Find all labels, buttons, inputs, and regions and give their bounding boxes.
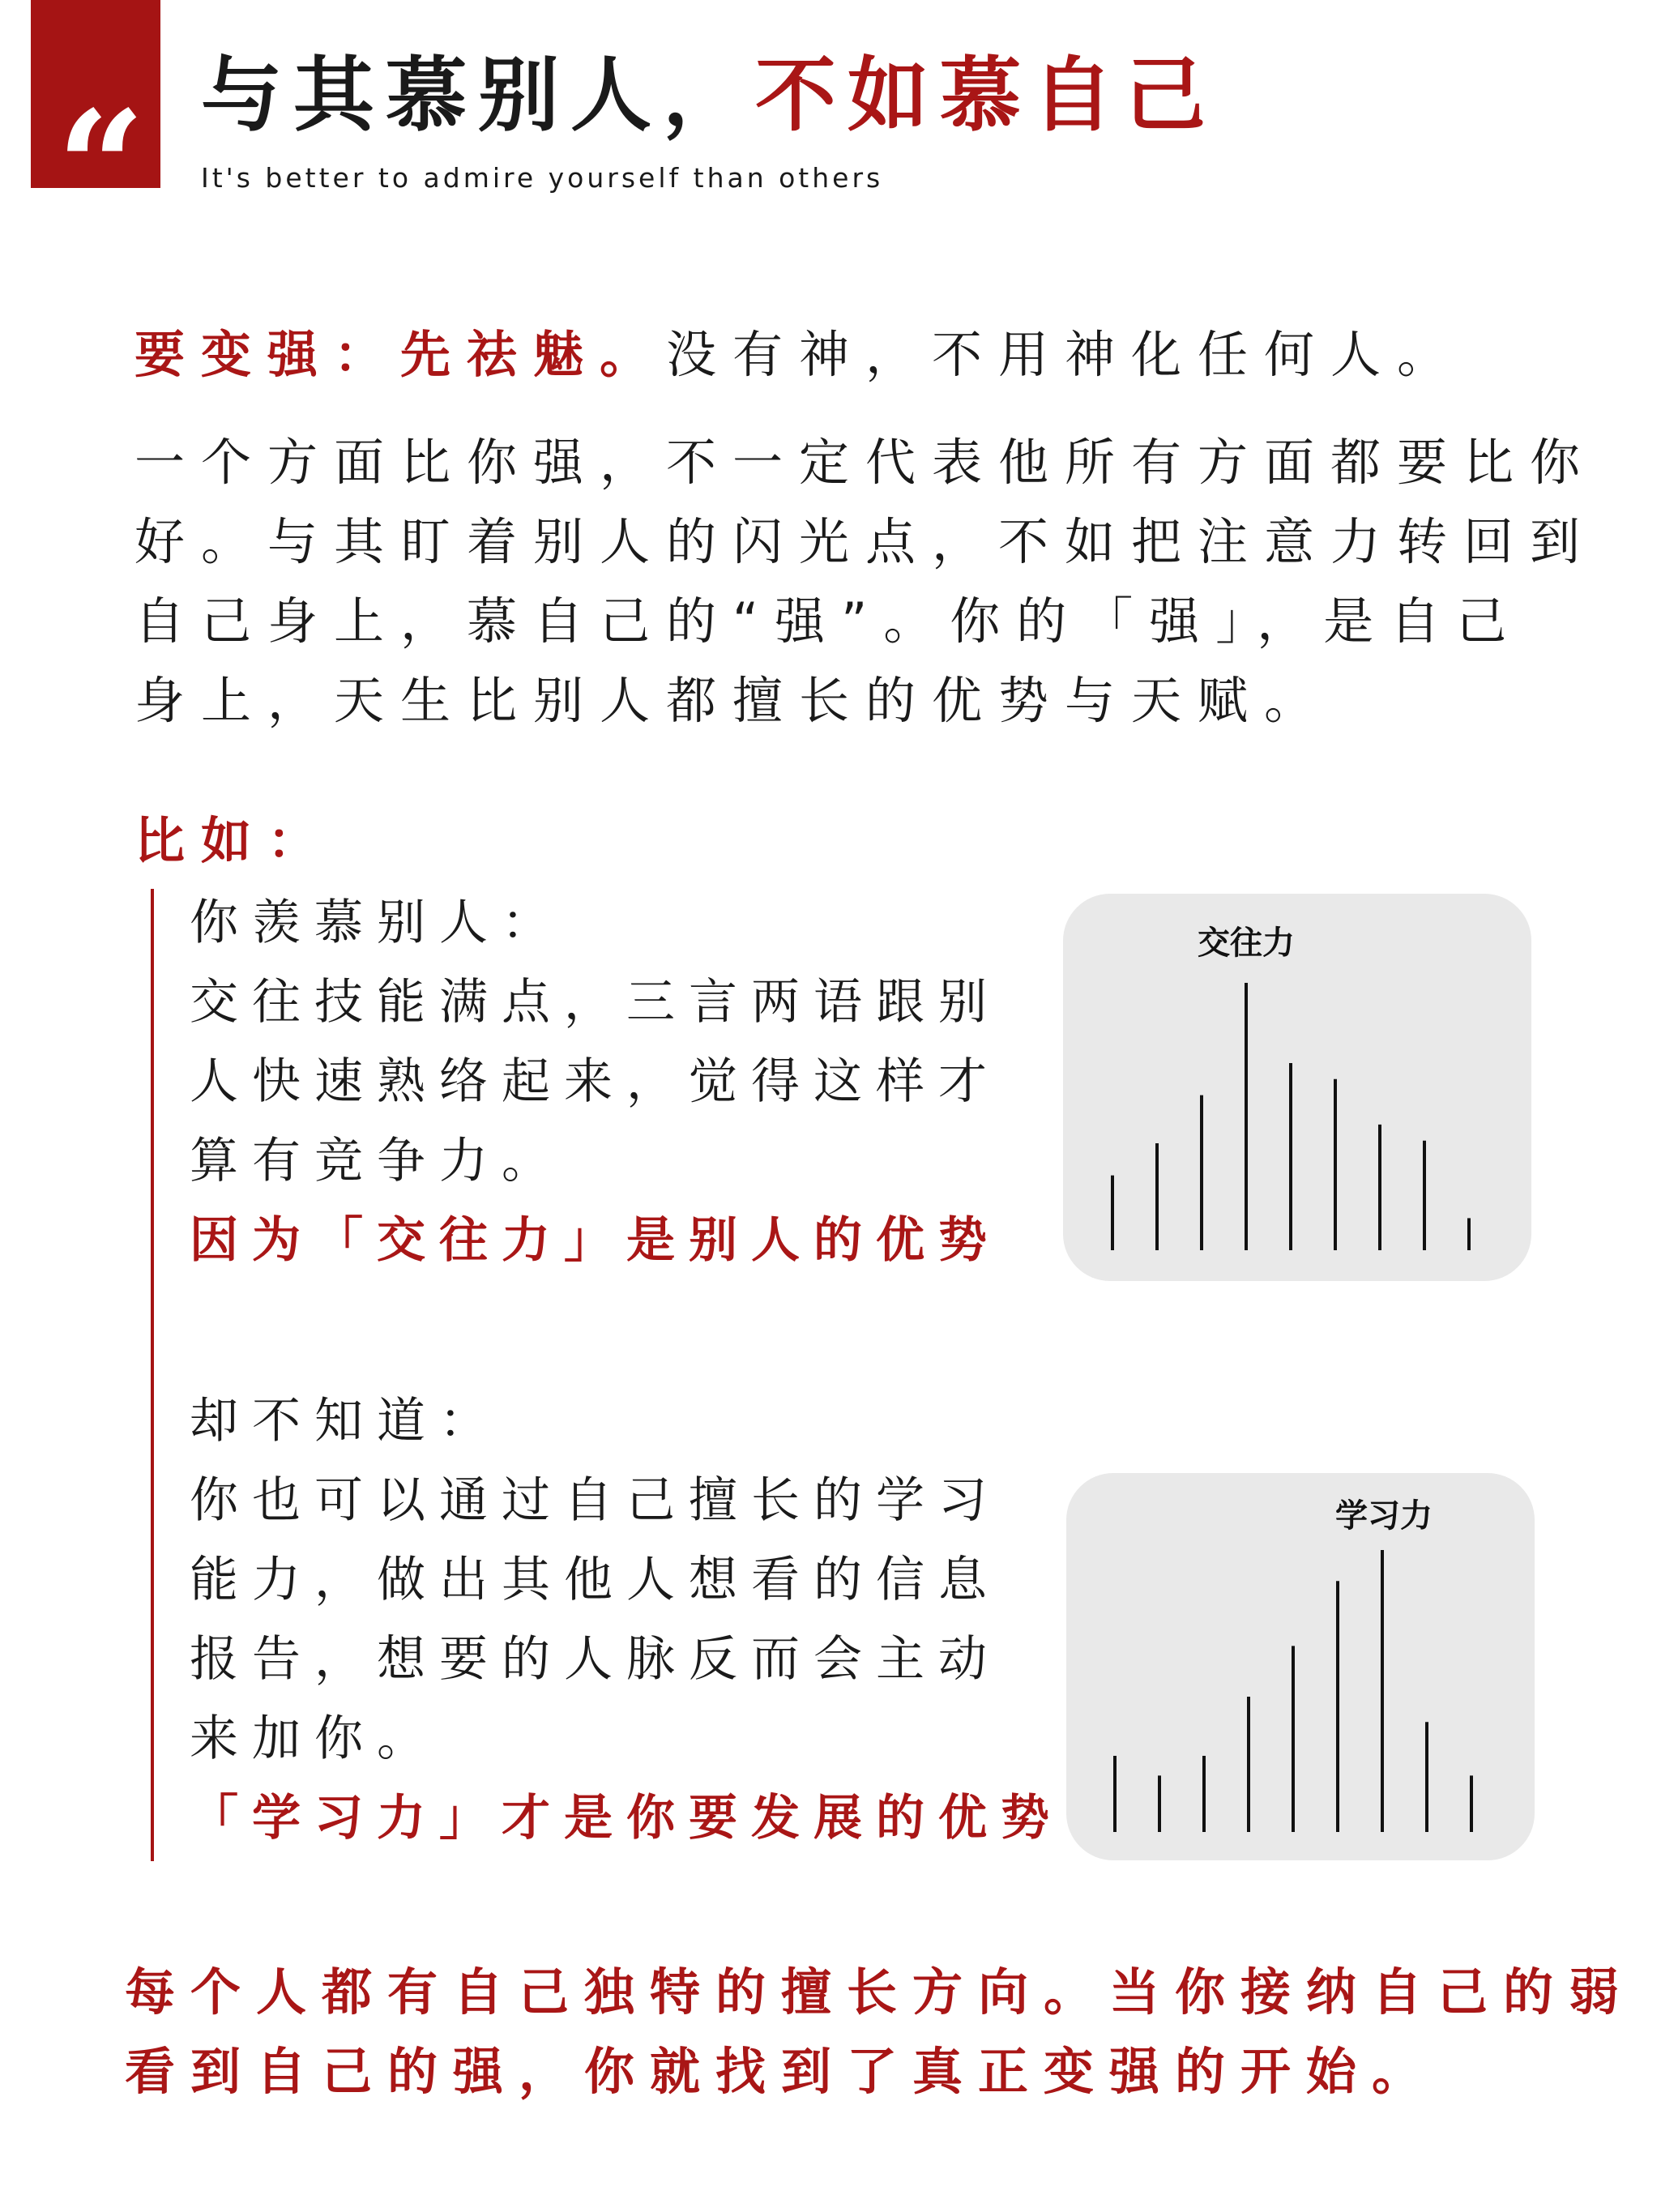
example-highlight: 因为「交往力」是别人的优势 xyxy=(190,1212,1001,1269)
title-part-2: 不如慕自己 xyxy=(755,48,1217,143)
example-admire-others xyxy=(190,883,1001,1280)
example-divider xyxy=(151,889,154,1861)
page-subtitle: It's better to admire yourself than others xyxy=(201,162,884,194)
example-line: 你羡慕别人： xyxy=(190,895,564,951)
intro-line xyxy=(135,314,1463,386)
example-line: 来加你。 xyxy=(190,1710,439,1767)
chart-bars xyxy=(1112,983,1469,1250)
example-line: 交往技能满点，三言两语跟别 xyxy=(190,974,1001,1031)
example-highlight: 「学习力」才是你要发展的优势 xyxy=(190,1790,1063,1847)
chart-card-social xyxy=(1063,894,1531,1281)
chart-social xyxy=(1063,894,1531,1281)
title-part-1: 与其慕别人， xyxy=(201,48,755,143)
paragraph-line: 身上，天生比别人都擅长的优势与天赋。 xyxy=(135,671,1331,730)
chart-card-learning xyxy=(1066,1473,1535,1860)
footer-line: 看到自己的强，你就找到了真正变强的开始。 xyxy=(125,2042,1438,2101)
example-line: 能力，做出其他人想看的信息 xyxy=(190,1552,1001,1608)
intro-lead: 要变强：先祛魅。 xyxy=(135,325,667,384)
intro-rest: 没有神，不用神化任何人。 xyxy=(666,325,1464,384)
example-line: 报告，想要的人脉反而会主动 xyxy=(190,1631,1001,1688)
paragraph-line: 好。与其盯着别人的闪光点，不如把注意力转回到 xyxy=(135,512,1597,571)
chart-title: 学习力 xyxy=(1335,1497,1433,1535)
chart-title: 交往力 xyxy=(1198,925,1295,962)
chart-learning xyxy=(1066,1473,1535,1860)
main-paragraph xyxy=(135,423,1596,741)
example-heading: 比如： xyxy=(135,811,335,870)
example-admire-self xyxy=(190,1381,1063,1858)
example-line: 你也可以通过自己擅长的学习 xyxy=(190,1472,1001,1529)
footer-line: 每个人都有自己独特的擅长方向。当你接纳自己的弱 xyxy=(125,1962,1635,2022)
footer-conclusion xyxy=(125,1953,1634,2112)
example-line: 算有竞争力。 xyxy=(190,1133,564,1189)
chart-bars xyxy=(1115,1550,1471,1832)
paragraph-line: 一个方面比你强，不一定代表他所有方面都要比你 xyxy=(135,433,1597,492)
page-title xyxy=(201,47,1217,144)
example-line: 却不知道： xyxy=(190,1393,502,1450)
paragraph-line: 自己身上，慕自己的“强”。你的「强」，是自己 xyxy=(135,591,1523,651)
example-line: 人快速熟络起来，觉得这样才 xyxy=(190,1053,1001,1110)
quote-mark-icon: “ xyxy=(57,77,146,258)
